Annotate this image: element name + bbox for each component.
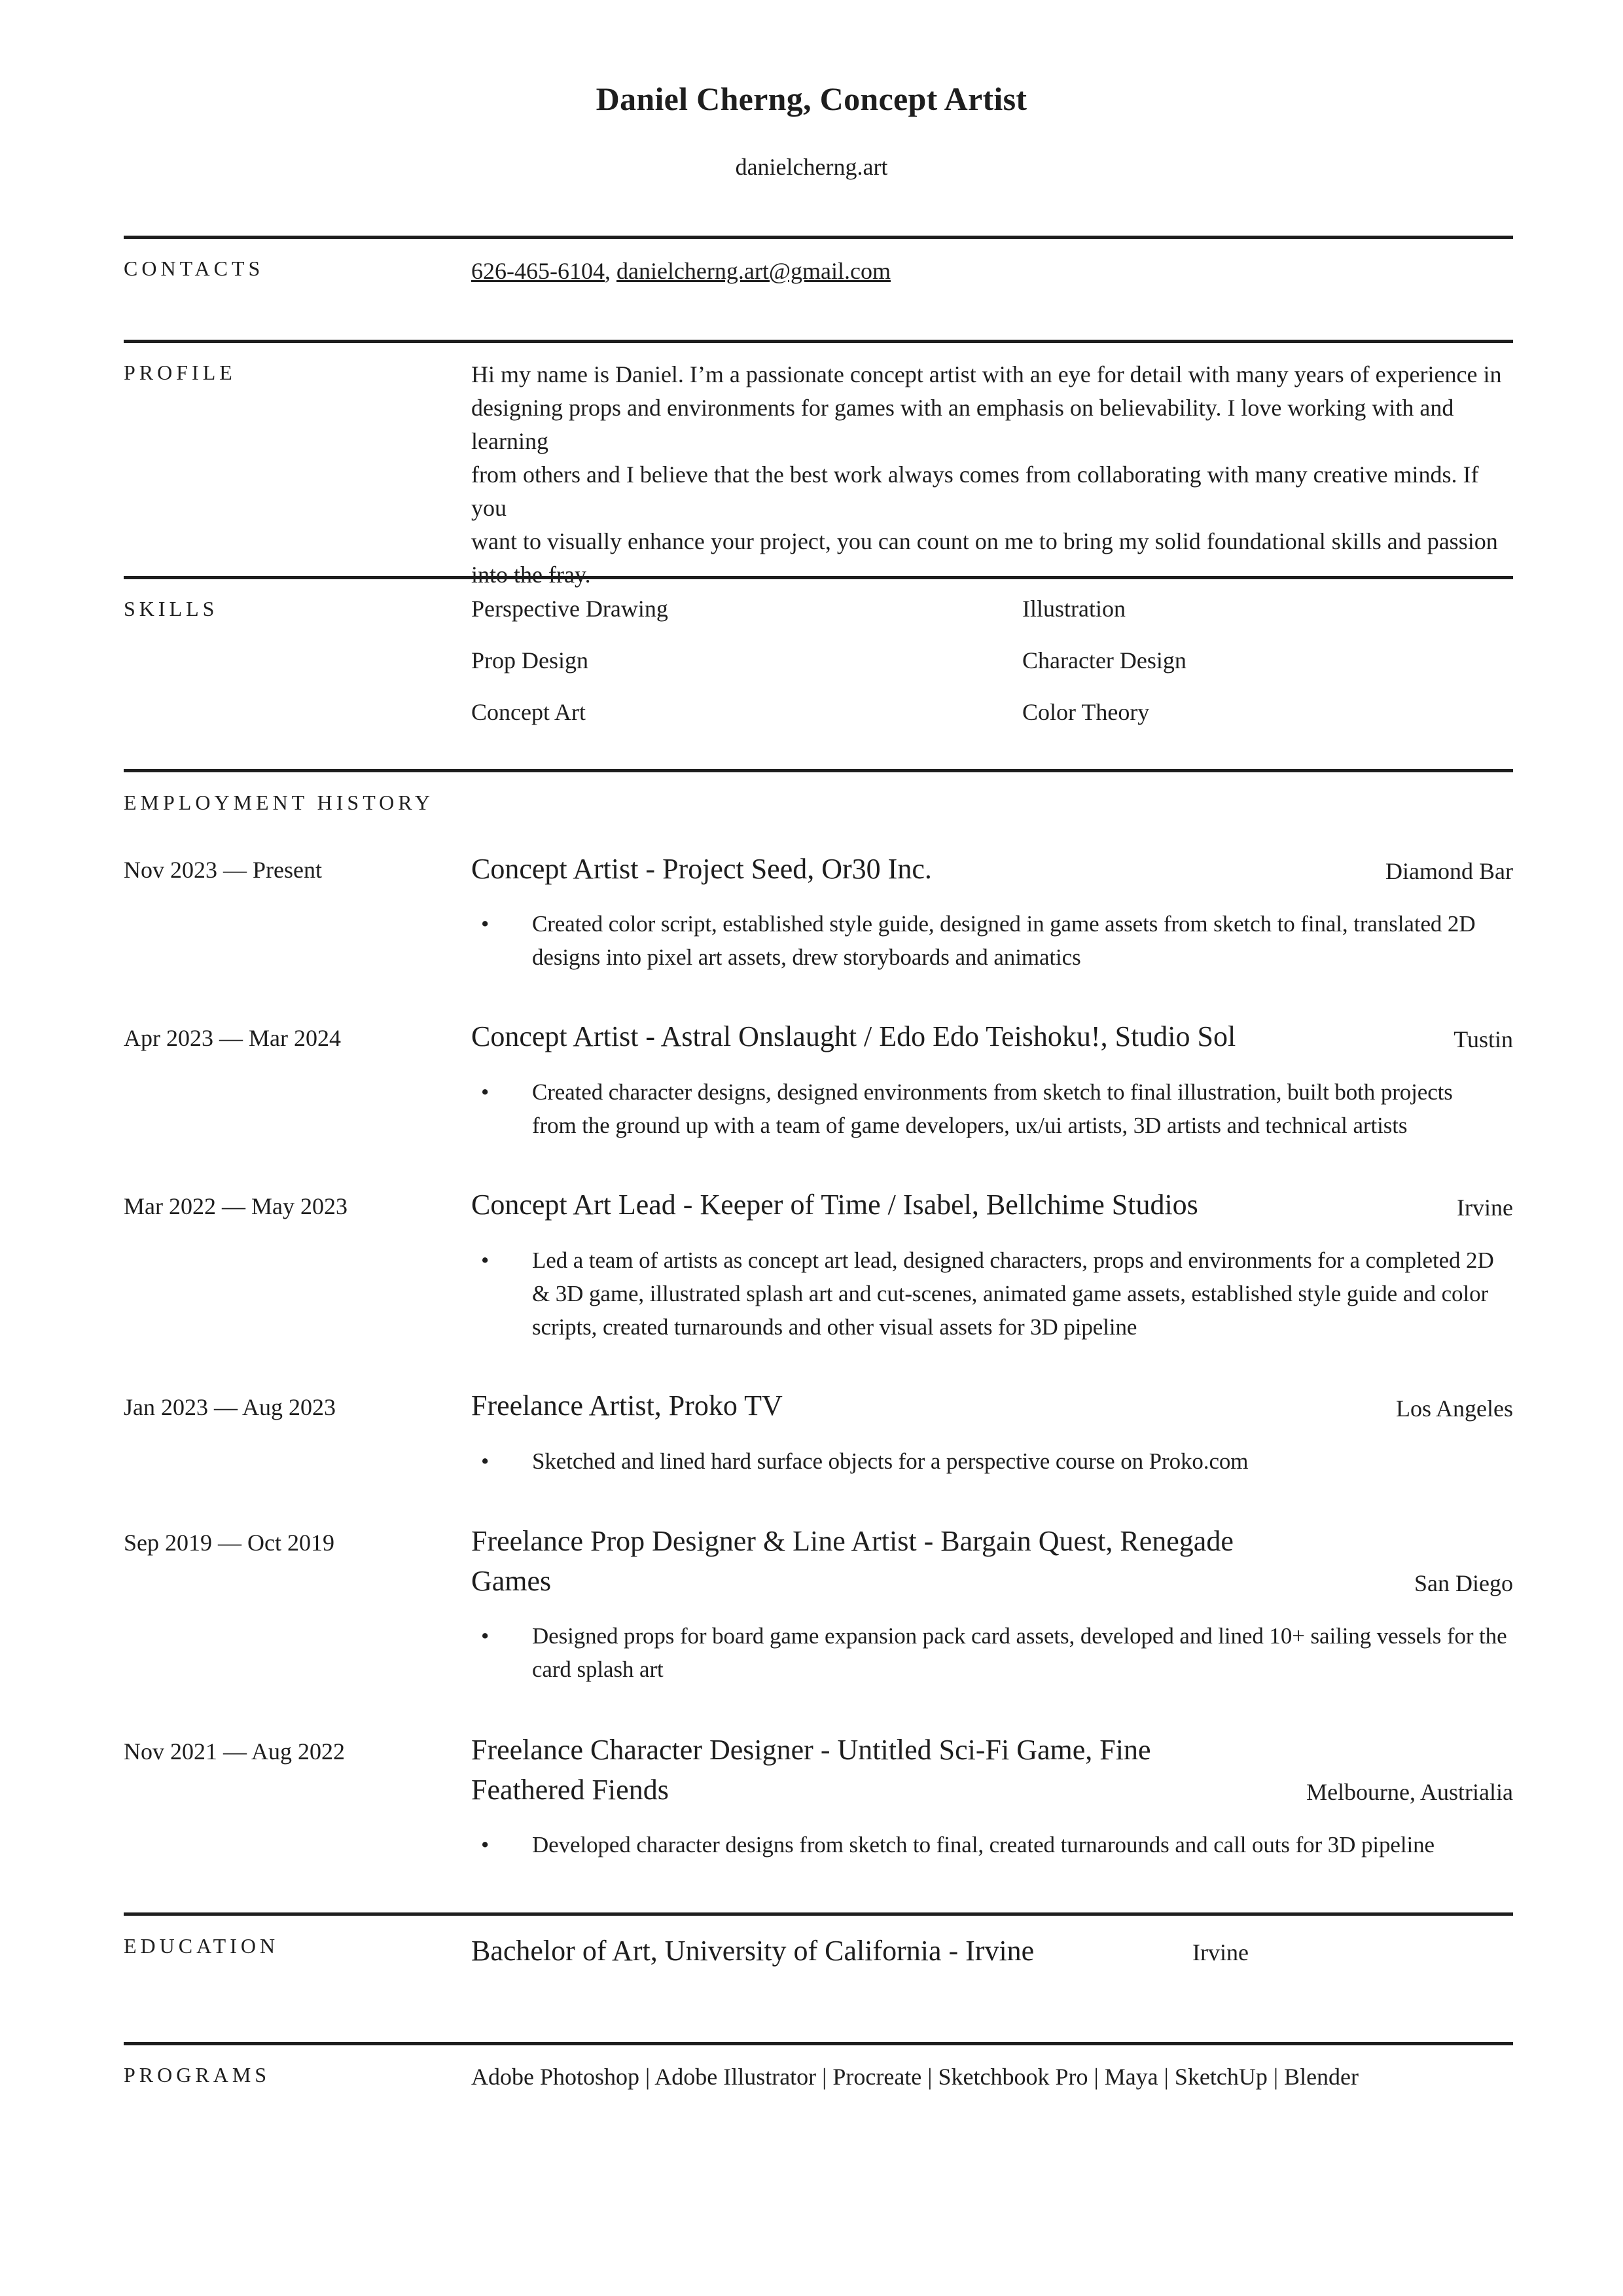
contacts-line [471, 255, 891, 288]
job-dates: Sep 2019 — Oct 2019 [124, 1530, 334, 1556]
profile-text [471, 358, 1518, 592]
skill-item: Prop Design [471, 647, 588, 673]
skill-item: Character Design [1022, 647, 1186, 673]
job-bullet-line: Designed props for board game expansion pack card assets, developed and lined 10+ sailing vessels for the [532, 1623, 1507, 1649]
programs-label: PROGRAMS [124, 2063, 271, 2087]
skill-item: Perspective Drawing [471, 596, 668, 622]
job-bullet-line: Created color script, established style guide, designed in game assets from sketch to final, translated 2D [532, 911, 1476, 937]
job-bullet [481, 1444, 1515, 1478]
job-title [471, 1016, 1263, 1056]
job-bullet-line: & 3D game, illustrated splash art and cut-scenes, animated game assets, established style guide and color [532, 1281, 1489, 1306]
email-link[interactable]: danielcherng.art@gmail.com [616, 258, 891, 284]
contacts-label: CONTACTS [124, 257, 264, 280]
profile-line: want to visually enhance your project, you can count on me to bring my solid foundational skills and passion [471, 528, 1498, 554]
job-bullet-line: from the ground up with a team of game developers, ux/ui artists, 3D artists and technical artists [532, 1113, 1408, 1138]
job-location: Tustin [1454, 1026, 1513, 1052]
job-dates: Nov 2023 — Present [124, 857, 322, 883]
job-title-line: Feathered Fiends [471, 1774, 669, 1806]
job-location: Los Angeles [1396, 1395, 1513, 1422]
job-bullet [481, 1075, 1515, 1142]
job-title [471, 849, 1263, 889]
job-title-line: Concept Artist - Astral Onslaught / Edo Edo Teishoku!, Studio Sol [471, 1020, 1236, 1052]
job-bullet-line: Sketched and lined hard surface objects for a perspective course on Proko.com [532, 1448, 1249, 1474]
section-divider [124, 576, 1513, 579]
job-bullet-line: Led a team of artists as concept art lead, designed characters, props and environments for a completed 2D [532, 1247, 1494, 1273]
bullet-icon: • [481, 1079, 490, 1105]
job-dates: Nov 2021 — Aug 2022 [124, 1738, 346, 1765]
skill-item: Illustration [1022, 596, 1126, 622]
job-title [471, 1185, 1263, 1225]
job-bullet-line: scripts, created turnarounds and other visual assets for 3D pipeline [532, 1314, 1137, 1340]
skill-item: Color Theory [1022, 699, 1150, 725]
job-location: Irvine [1457, 1194, 1513, 1221]
job-dates: Jan 2023 — Aug 2023 [124, 1394, 336, 1420]
section-divider [124, 340, 1513, 343]
job-bullet [481, 1619, 1515, 1686]
job-bullet-line: Developed character designs from sketch to final, created turnarounds and call outs for 3D pipeline [532, 1832, 1435, 1857]
job-bullet [481, 1244, 1515, 1344]
phone-link[interactable]: 626-465-6104 [471, 258, 605, 284]
bullet-icon: • [481, 1448, 490, 1474]
profile-line: designing props and environments for games with an emphasis on believability. I love working with and learning [471, 395, 1454, 454]
education-label: EDUCATION [124, 1934, 279, 1958]
job-title-line: Concept Art Lead - Keeper of Time / Isabel, Bellchime Studios [471, 1189, 1198, 1221]
job-title-line: Freelance Prop Designer & Line Artist - Bargain Quest, Renegade [471, 1525, 1234, 1557]
bullet-icon: • [481, 911, 490, 937]
job-title-line: Freelance Character Designer - Untitled Sci-Fi Game, Fine [471, 1734, 1151, 1766]
section-divider [124, 1912, 1513, 1916]
job-dates: Mar 2022 — May 2023 [124, 1193, 348, 1219]
job-title [471, 1386, 1263, 1426]
profile-line: Hi my name is Daniel. I’m a passionate concept artist with an eye for detail with many years of experience in [471, 361, 1502, 387]
contacts-separator: , [604, 258, 616, 284]
section-divider [124, 236, 1513, 239]
education-degree: Bachelor of Art, University of California - Irvine [471, 1935, 1035, 1967]
skills-label: SKILLS [124, 597, 219, 620]
section-divider [124, 769, 1513, 772]
profile-line: into the fray. [471, 562, 591, 588]
section-divider [124, 2042, 1513, 2045]
job-title-line: Freelance Artist, Proko TV [471, 1390, 783, 1422]
job-title-line: Concept Artist - Project Seed, Or30 Inc. [471, 853, 932, 885]
resume-name-title: Daniel Cherng, Concept Artist [596, 81, 1027, 117]
job-bullet-line: Created character designs, designed environments from sketch to final illustration, built both projects [532, 1079, 1453, 1105]
job-bullet [481, 907, 1515, 974]
job-bullet [481, 1828, 1515, 1861]
education-location: Irvine [1192, 1939, 1249, 1965]
job-dates: Apr 2023 — Mar 2024 [124, 1025, 341, 1051]
profile-line: from others and I believe that the best work always comes from collaborating with many creative minds. If you [471, 461, 1479, 521]
employment-label: EMPLOYMENT HISTORY [124, 791, 434, 814]
job-location: Diamond Bar [1385, 858, 1513, 884]
job-title-line: Games [471, 1565, 552, 1597]
skill-item: Concept Art [471, 699, 586, 725]
website-link[interactable]: danielcherng.art [735, 154, 888, 180]
job-bullet-line: card splash art [532, 1657, 664, 1682]
job-bullet-line: designs into pixel art assets, drew storyboards and animatics [532, 944, 1081, 970]
bullet-icon: • [481, 1832, 490, 1857]
bullet-icon: • [481, 1247, 490, 1273]
job-location: San Diego [1414, 1570, 1513, 1596]
bullet-icon: • [481, 1623, 490, 1649]
job-title [471, 1730, 1263, 1810]
profile-label: PROFILE [124, 361, 236, 384]
job-title [471, 1521, 1263, 1601]
job-location: Melbourne, Austrialia [1306, 1779, 1513, 1805]
programs-list: Adobe Photoshop | Adobe Illustrator | Procreate | Sketchbook Pro | Maya | SketchUp | Blender [471, 2064, 1359, 2090]
